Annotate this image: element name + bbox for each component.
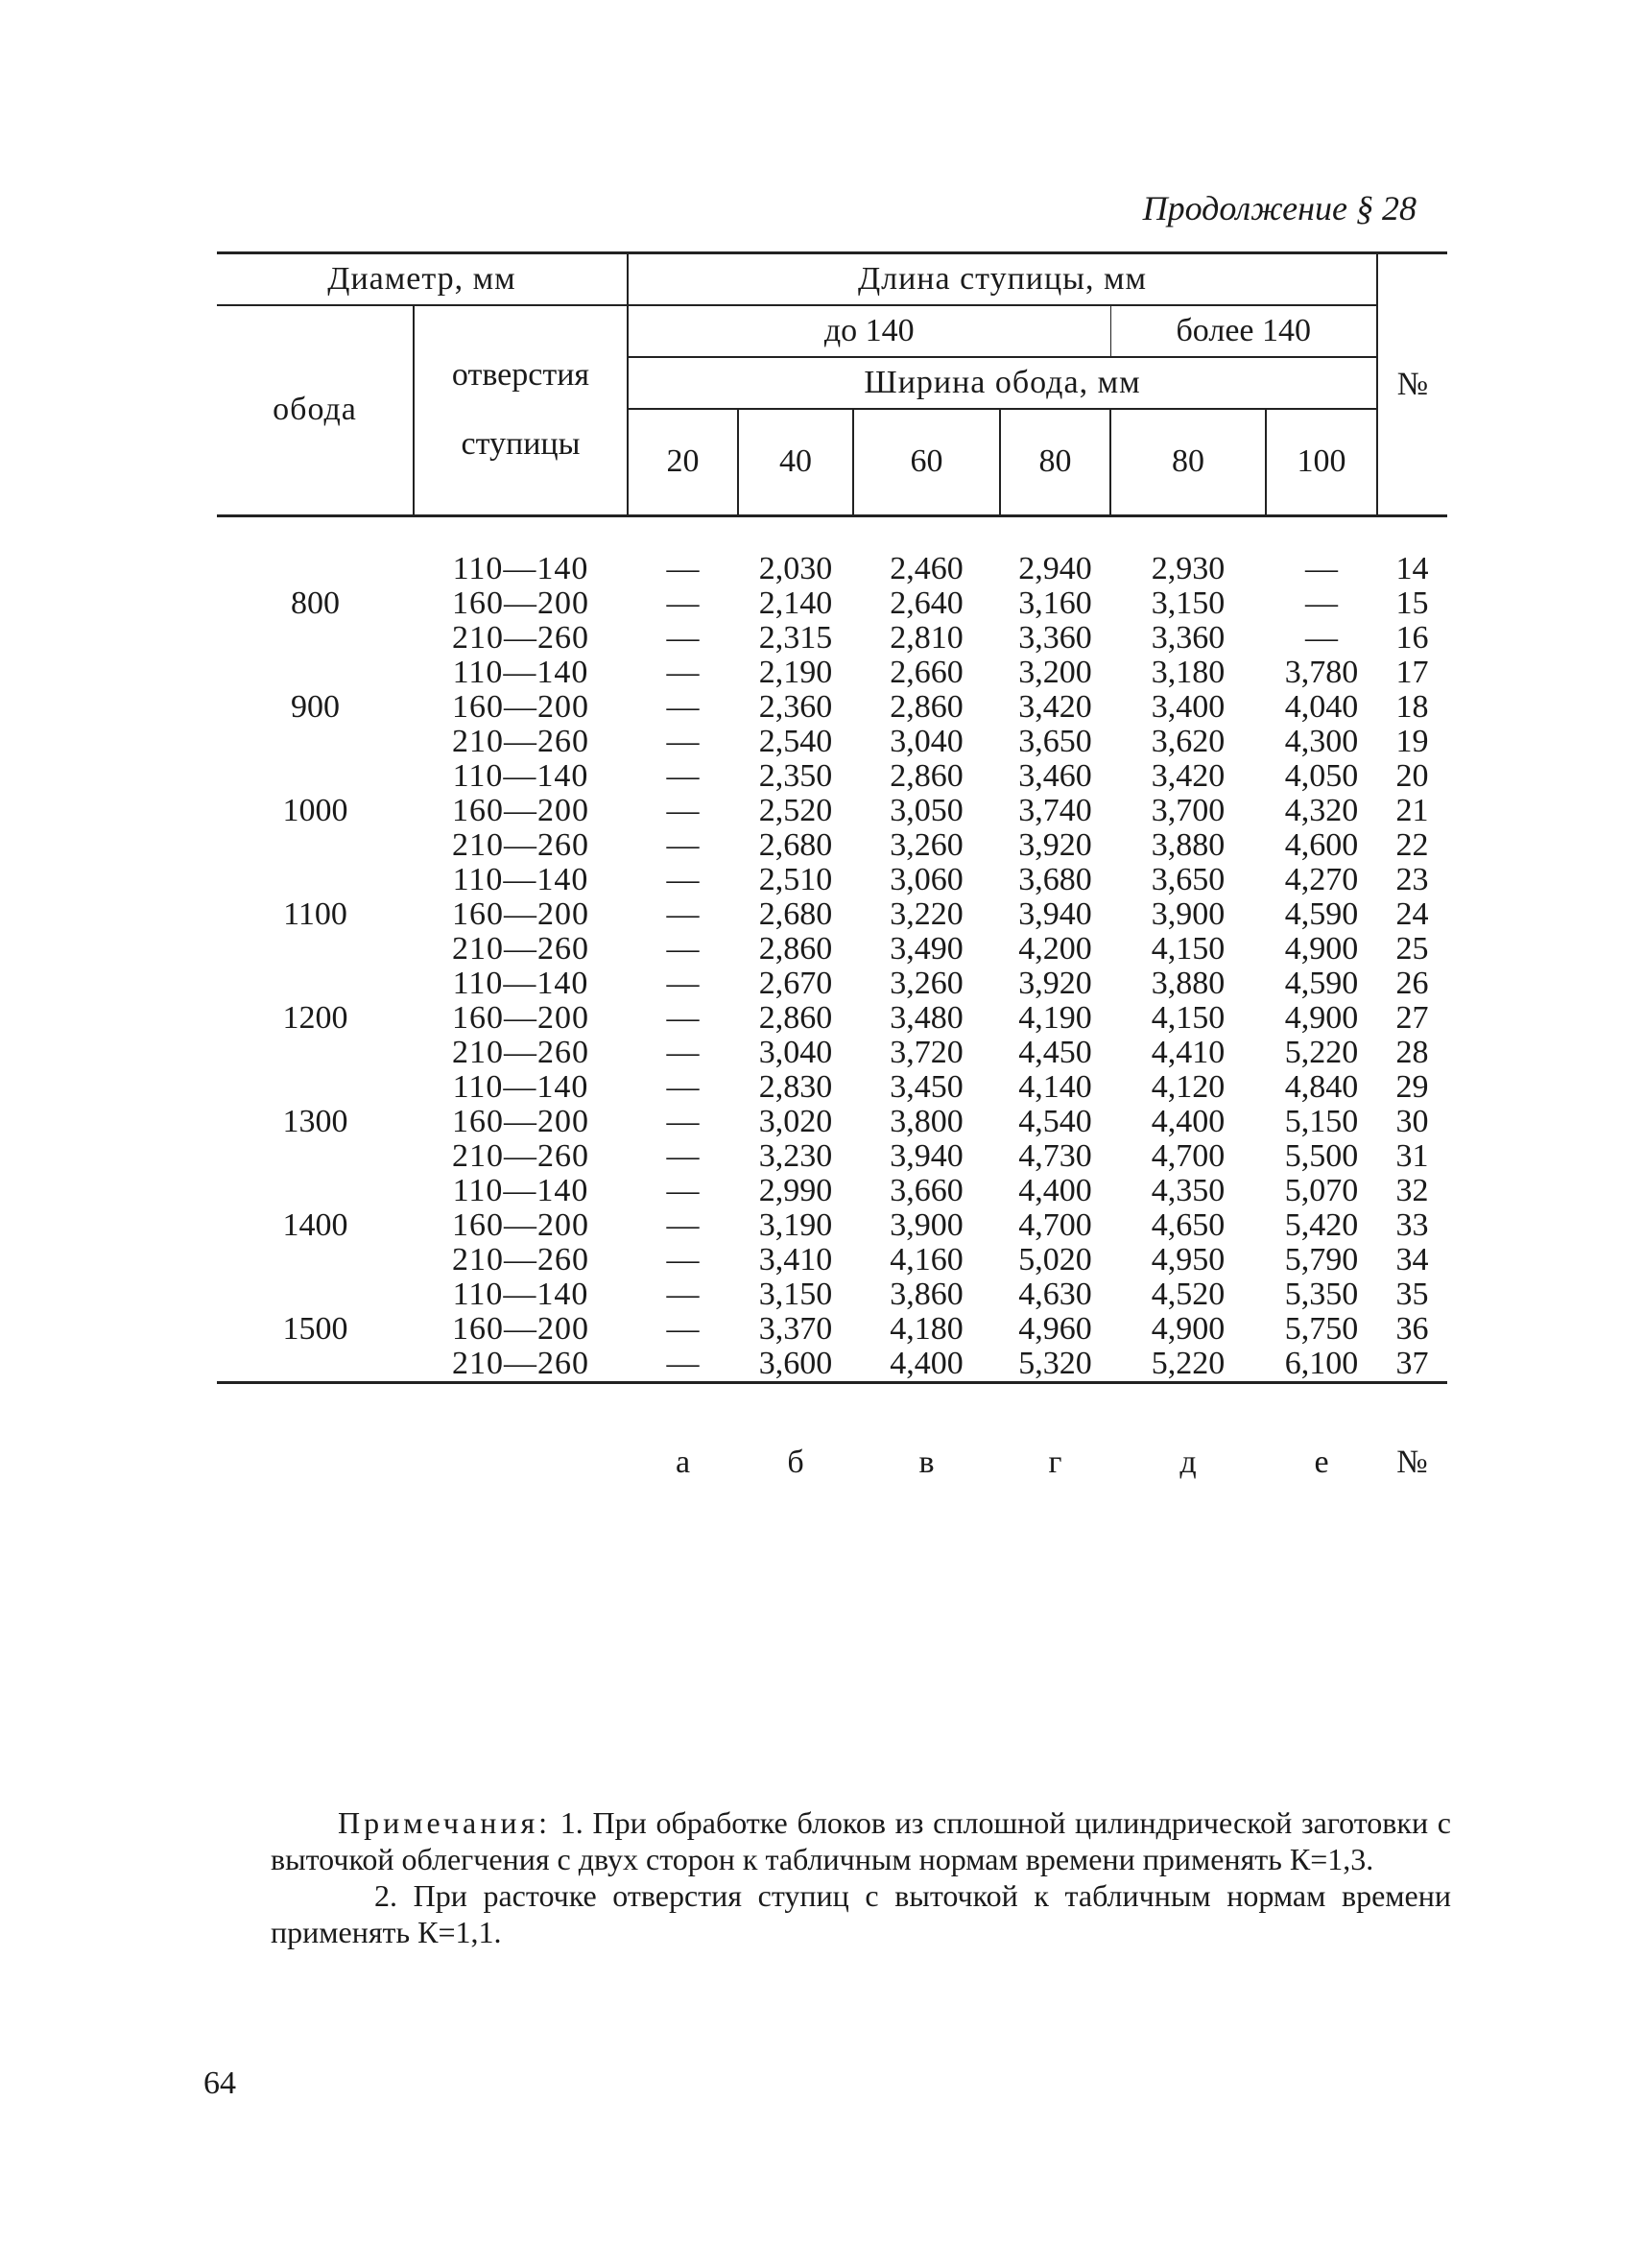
- cell-col-a: —: [666, 1207, 700, 1243]
- cell-col-b: 3,020: [758, 1104, 833, 1139]
- cell-col-d: 4,400: [1018, 1173, 1092, 1208]
- cell-col-f: —: [1305, 585, 1338, 621]
- column-letter: г: [1048, 1444, 1062, 1480]
- rim-diameter: 1500: [282, 1311, 348, 1347]
- cell-col-e: 4,150: [1151, 931, 1226, 967]
- cell-col-a: —: [666, 1173, 700, 1208]
- cell-col-f: 4,590: [1284, 896, 1359, 932]
- cell-col-a: —: [666, 896, 700, 932]
- cell-col-e: 3,400: [1151, 689, 1226, 725]
- table-row: [217, 1174, 1447, 1208]
- table-row: [217, 967, 1447, 1001]
- cell-col-a: —: [666, 1277, 700, 1312]
- note-2: 2. При расточке отверстия ступиц с выточкой к табличным нормам времени применять К=1,1.: [271, 1878, 1451, 1949]
- cell-col-f: —: [1305, 551, 1338, 586]
- hub-hole-range: 210—260: [452, 1346, 589, 1381]
- cell-col-b: 2,350: [758, 758, 833, 794]
- row-number: 14: [1395, 551, 1429, 586]
- cell-col-d: 3,460: [1018, 758, 1092, 794]
- cell-col-b: 2,680: [758, 896, 833, 932]
- cell-col-c: 4,160: [890, 1242, 964, 1277]
- cell-col-c: 3,900: [890, 1207, 964, 1243]
- cell-col-a: —: [666, 689, 700, 725]
- cell-col-f: 5,070: [1284, 1173, 1359, 1208]
- cell-col-f: 4,270: [1284, 862, 1359, 897]
- header-rim-width: Ширина обода, мм: [628, 357, 1377, 409]
- row-number: 25: [1395, 931, 1429, 967]
- rim-diameter: 1100: [283, 896, 347, 932]
- cell-col-b: 2,860: [758, 1000, 833, 1036]
- cell-col-a: —: [666, 1104, 700, 1139]
- cell-col-c: 3,660: [890, 1173, 964, 1208]
- cell-col-f: 4,040: [1284, 689, 1359, 725]
- rim-diameter: 1400: [282, 1207, 348, 1243]
- header-hole-line2: ступицы: [461, 426, 581, 463]
- cell-col-d: 4,140: [1018, 1069, 1092, 1105]
- cell-col-d: 4,700: [1018, 1207, 1092, 1243]
- cell-col-c: 3,220: [890, 896, 964, 932]
- width-col-100: 100: [1266, 409, 1377, 516]
- cell-col-d: 3,200: [1018, 655, 1092, 690]
- cell-col-d: 3,740: [1018, 793, 1092, 828]
- cell-col-a: —: [666, 758, 700, 794]
- cell-col-c: 4,180: [890, 1311, 964, 1347]
- cell-col-c: 2,460: [890, 551, 964, 586]
- cell-col-e: 4,700: [1151, 1138, 1226, 1174]
- cell-col-f: 4,600: [1284, 827, 1359, 863]
- cell-col-d: 5,320: [1018, 1346, 1092, 1381]
- row-number: 21: [1395, 793, 1429, 828]
- rim-diameter: 900: [291, 689, 340, 725]
- hub-hole-range: 160—200: [452, 585, 589, 621]
- hub-hole-range: 110—140: [452, 1277, 589, 1312]
- column-letter: а: [675, 1444, 691, 1480]
- cell-col-b: 3,230: [758, 1138, 833, 1174]
- cell-col-f: 5,500: [1284, 1138, 1359, 1174]
- hub-hole-range: 110—140: [452, 551, 589, 586]
- cell-col-b: 2,140: [758, 585, 833, 621]
- cell-col-d: 2,940: [1018, 551, 1092, 586]
- cell-col-b: 2,510: [758, 862, 833, 897]
- header-up-to-140: до 140: [628, 305, 1110, 357]
- hub-hole-range: 110—140: [452, 1069, 589, 1105]
- row-number: 15: [1395, 585, 1429, 621]
- cell-col-b: 2,030: [758, 551, 833, 586]
- cell-col-c: 3,260: [890, 966, 964, 1001]
- cell-col-f: 5,220: [1284, 1035, 1359, 1070]
- cell-col-d: 3,940: [1018, 896, 1092, 932]
- row-number: 27: [1395, 1000, 1429, 1036]
- cell-col-c: 3,480: [890, 1000, 964, 1036]
- time-norms-table: [217, 251, 1447, 1482]
- cell-col-a: —: [666, 1069, 700, 1105]
- rim-diameter: 800: [291, 585, 340, 621]
- cell-col-e: 4,520: [1151, 1277, 1226, 1312]
- cell-col-f: 4,900: [1284, 1000, 1359, 1036]
- cell-col-b: 2,670: [758, 966, 833, 1001]
- cell-col-d: 3,680: [1018, 862, 1092, 897]
- cell-col-f: 4,300: [1284, 724, 1359, 759]
- row-number: 33: [1395, 1207, 1429, 1243]
- hub-hole-range: 160—200: [452, 1311, 589, 1347]
- hub-hole-range: 210—260: [452, 931, 589, 967]
- hub-hole-range: 210—260: [452, 1138, 589, 1174]
- row-number: 37: [1395, 1346, 1429, 1381]
- cell-col-a: —: [666, 862, 700, 897]
- rim-diameter: 1200: [282, 1000, 348, 1036]
- cell-col-b: 3,600: [758, 1346, 833, 1381]
- page-number: 64: [203, 2065, 236, 2101]
- table-row: [217, 863, 1447, 897]
- cell-col-f: 5,350: [1284, 1277, 1359, 1312]
- cell-col-d: 4,450: [1018, 1035, 1092, 1070]
- cell-col-d: 4,200: [1018, 931, 1092, 967]
- column-letter: б: [787, 1444, 804, 1480]
- hub-hole-range: 210—260: [452, 620, 589, 656]
- cell-col-e: 4,400: [1151, 1104, 1226, 1139]
- cell-col-a: —: [666, 620, 700, 656]
- notes-label: Примечания:: [338, 1805, 552, 1840]
- cell-col-e: 3,180: [1151, 655, 1226, 690]
- table-end-rule: [217, 1383, 1447, 1420]
- row-number: 17: [1395, 655, 1429, 690]
- row-number: 35: [1395, 1277, 1429, 1312]
- cell-col-c: 3,490: [890, 931, 964, 967]
- cell-col-f: 5,150: [1284, 1104, 1359, 1139]
- cell-col-e: 3,150: [1151, 585, 1226, 621]
- cell-col-a: —: [666, 827, 700, 863]
- column-letter: д: [1179, 1444, 1197, 1480]
- cell-col-b: 2,520: [758, 793, 833, 828]
- header-over-140: более 140: [1110, 305, 1377, 357]
- row-number: 26: [1395, 966, 1429, 1001]
- cell-col-e: 4,350: [1151, 1173, 1226, 1208]
- cell-col-d: 4,190: [1018, 1000, 1092, 1036]
- cell-col-c: 4,400: [890, 1346, 964, 1381]
- rim-diameter: 1300: [282, 1104, 348, 1139]
- continuation-header: Продолжение § 28: [1142, 189, 1417, 227]
- cell-col-f: 5,420: [1284, 1207, 1359, 1243]
- cell-col-b: 2,315: [758, 620, 833, 656]
- column-letter: е: [1314, 1444, 1329, 1480]
- cell-col-d: 4,730: [1018, 1138, 1092, 1174]
- cell-col-c: 3,260: [890, 827, 964, 863]
- cell-col-d: 4,960: [1018, 1311, 1092, 1347]
- cell-col-f: 3,780: [1284, 655, 1359, 690]
- cell-col-c: 2,660: [890, 655, 964, 690]
- hub-hole-range: 160—200: [452, 793, 589, 828]
- cell-col-f: 5,750: [1284, 1311, 1359, 1347]
- cell-col-e: 3,620: [1151, 724, 1226, 759]
- cell-col-c: 3,940: [890, 1138, 964, 1174]
- table-row: [217, 1070, 1447, 1105]
- cell-col-a: —: [666, 1311, 700, 1347]
- row-number: 20: [1395, 758, 1429, 794]
- cell-col-e: 3,650: [1151, 862, 1226, 897]
- row-number: 32: [1395, 1173, 1429, 1208]
- cell-col-a: —: [666, 551, 700, 586]
- cell-col-c: 3,450: [890, 1069, 964, 1105]
- row-number: 22: [1395, 827, 1429, 863]
- row-number: 36: [1395, 1311, 1429, 1347]
- cell-col-d: 3,920: [1018, 966, 1092, 1001]
- cell-col-f: 4,050: [1284, 758, 1359, 794]
- cell-col-e: 2,930: [1151, 551, 1226, 586]
- cell-col-c: 3,720: [890, 1035, 964, 1070]
- hub-hole-range: 210—260: [452, 724, 589, 759]
- cell-col-c: 3,860: [890, 1277, 964, 1312]
- hub-hole-range: 160—200: [452, 1000, 589, 1036]
- cell-col-e: 4,410: [1151, 1035, 1226, 1070]
- cell-col-c: 2,810: [890, 620, 964, 656]
- cell-col-b: 2,190: [758, 655, 833, 690]
- table-row: [217, 552, 1447, 586]
- cell-col-a: —: [666, 1346, 700, 1381]
- cell-col-c: 2,860: [890, 689, 964, 725]
- cell-col-b: 3,150: [758, 1277, 833, 1312]
- cell-col-e: 3,900: [1151, 896, 1226, 932]
- row-number: 16: [1395, 620, 1429, 656]
- cell-col-a: —: [666, 931, 700, 967]
- row-number: 23: [1395, 862, 1429, 897]
- cell-col-d: 4,630: [1018, 1277, 1092, 1312]
- hub-hole-range: 110—140: [452, 862, 589, 897]
- cell-col-b: 2,860: [758, 931, 833, 967]
- header-rule: [217, 516, 1447, 553]
- table-row: [217, 1277, 1447, 1312]
- cell-col-a: —: [666, 1035, 700, 1070]
- cell-col-c: 3,800: [890, 1104, 964, 1139]
- cell-col-d: 5,020: [1018, 1242, 1092, 1277]
- cell-col-d: 3,650: [1018, 724, 1092, 759]
- row-number: 29: [1395, 1069, 1429, 1105]
- cell-col-f: 4,320: [1284, 793, 1359, 828]
- cell-col-e: 4,900: [1151, 1311, 1226, 1347]
- cell-col-e: 5,220: [1151, 1346, 1226, 1381]
- hub-hole-range: 110—140: [452, 966, 589, 1001]
- width-col-80a: 80: [1000, 409, 1110, 516]
- cell-col-f: —: [1305, 620, 1338, 656]
- row-number: 30: [1395, 1104, 1429, 1139]
- cell-col-a: —: [666, 655, 700, 690]
- hub-hole-range: 110—140: [452, 1173, 589, 1208]
- cell-col-f: 4,840: [1284, 1069, 1359, 1105]
- cell-col-a: —: [666, 1138, 700, 1174]
- cell-col-e: 3,360: [1151, 620, 1226, 656]
- cell-col-f: 4,590: [1284, 966, 1359, 1001]
- header-number: №: [1377, 253, 1447, 516]
- cell-col-e: 4,650: [1151, 1207, 1226, 1243]
- cell-col-d: 3,420: [1018, 689, 1092, 725]
- hub-hole-range: 160—200: [452, 896, 589, 932]
- row-number: 18: [1395, 689, 1429, 725]
- cell-col-c: 3,040: [890, 724, 964, 759]
- header-diameter: Диаметр, мм: [217, 253, 628, 305]
- hub-hole-range: 210—260: [452, 1242, 589, 1277]
- cell-col-b: 3,190: [758, 1207, 833, 1243]
- note-1-text: 1. При обработке блоков из сплошной цилиндрической заготовки с выточкой облегчения с двух сторон к табличным нормам времени применять К=1,3.: [271, 1805, 1452, 1876]
- notes-section: [271, 1804, 1451, 1950]
- row-number: 19: [1395, 724, 1429, 759]
- cell-col-a: —: [666, 1242, 700, 1277]
- cell-col-b: 2,990: [758, 1173, 833, 1208]
- table-body: [217, 516, 1447, 1383]
- cell-col-e: 3,420: [1151, 758, 1226, 794]
- cell-col-b: 3,370: [758, 1311, 833, 1347]
- hub-hole-range: 110—140: [452, 758, 589, 794]
- header-hole: [414, 305, 628, 516]
- cell-col-e: 4,150: [1151, 1000, 1226, 1036]
- header-rim: обода: [273, 392, 357, 428]
- cell-col-a: —: [666, 724, 700, 759]
- cell-col-d: 3,920: [1018, 827, 1092, 863]
- cell-col-b: 2,540: [758, 724, 833, 759]
- cell-col-a: —: [666, 793, 700, 828]
- cell-col-e: 4,120: [1151, 1069, 1226, 1105]
- hub-hole-range: 160—200: [452, 689, 589, 725]
- rim-diameter: 1000: [282, 793, 348, 828]
- hub-hole-range: 160—200: [452, 1104, 589, 1139]
- column-letters-row: [217, 1419, 1447, 1482]
- cell-col-b: 2,830: [758, 1069, 833, 1105]
- hub-hole-range: 210—260: [452, 1035, 589, 1070]
- hub-hole-range: 110—140: [452, 655, 589, 690]
- cell-col-b: 3,410: [758, 1242, 833, 1277]
- cell-col-a: —: [666, 1000, 700, 1036]
- cell-col-a: —: [666, 966, 700, 1001]
- row-number: 24: [1395, 896, 1429, 932]
- row-number: 34: [1395, 1242, 1429, 1277]
- width-col-60: 60: [853, 409, 1000, 516]
- cell-col-b: 2,680: [758, 827, 833, 863]
- cell-col-e: 3,880: [1151, 966, 1226, 1001]
- cell-col-b: 2,360: [758, 689, 833, 725]
- cell-col-c: 2,860: [890, 758, 964, 794]
- width-col-20: 20: [628, 409, 738, 516]
- cell-col-f: 6,100: [1284, 1346, 1359, 1381]
- cell-col-b: 3,040: [758, 1035, 833, 1070]
- width-col-40: 40: [738, 409, 853, 516]
- row-number: 31: [1395, 1138, 1429, 1174]
- hub-hole-range: 160—200: [452, 1207, 589, 1243]
- table-row: [217, 759, 1447, 794]
- header-hub-length: Длина ступицы, мм: [628, 253, 1377, 305]
- cell-col-c: 3,060: [890, 862, 964, 897]
- cell-col-f: 5,790: [1284, 1242, 1359, 1277]
- cell-col-d: 3,160: [1018, 585, 1092, 621]
- column-letter: №: [1396, 1444, 1428, 1480]
- cell-col-c: 2,640: [890, 585, 964, 621]
- row-number: 28: [1395, 1035, 1429, 1070]
- hub-hole-range: 210—260: [452, 827, 589, 863]
- cell-col-f: 4,900: [1284, 931, 1359, 967]
- cell-col-c: 3,050: [890, 793, 964, 828]
- header-hole-line1: отверстия: [451, 357, 590, 394]
- width-col-80b: 80: [1110, 409, 1266, 516]
- cell-col-e: 4,950: [1151, 1242, 1226, 1277]
- note-1: [271, 1804, 1451, 1877]
- table-row: [217, 656, 1447, 690]
- cell-col-e: 3,700: [1151, 793, 1226, 828]
- cell-col-e: 3,880: [1151, 827, 1226, 863]
- column-letter: в: [918, 1444, 935, 1480]
- cell-col-d: 3,360: [1018, 620, 1092, 656]
- cell-col-a: —: [666, 585, 700, 621]
- cell-col-d: 4,540: [1018, 1104, 1092, 1139]
